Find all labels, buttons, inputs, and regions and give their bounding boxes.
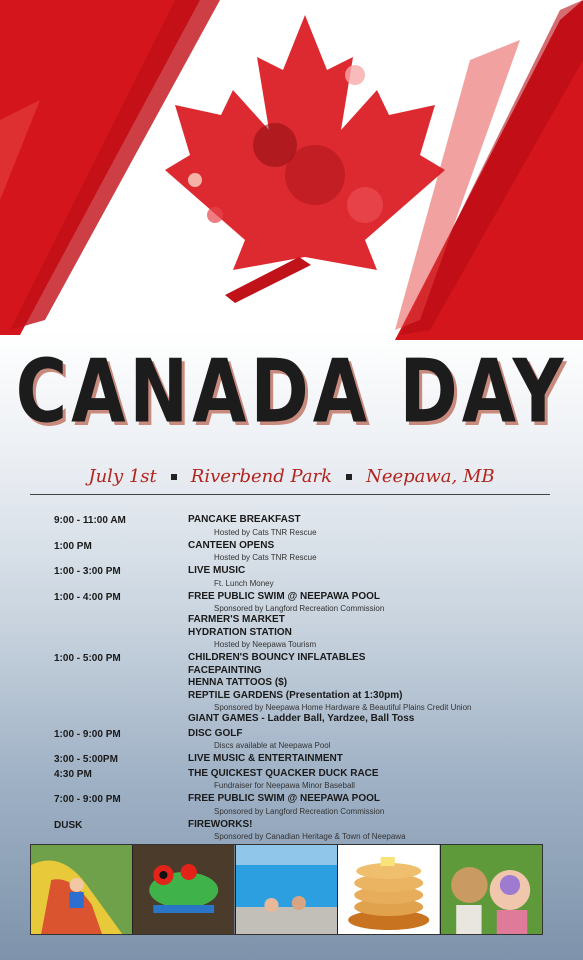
schedule-event: LIVE MUSIC xyxy=(188,565,246,576)
photo-strip xyxy=(30,844,543,935)
schedule-event-note: Hosted by Cats TNR Rescue xyxy=(214,527,317,537)
schedule-time: 1:00 - 9:00 PM xyxy=(54,728,121,740)
schedule-row xyxy=(54,819,554,843)
schedule-event: FIREWORKS! xyxy=(188,818,253,830)
event-subtitle xyxy=(0,466,583,487)
schedule-event: HYDRATION STATION xyxy=(188,626,292,638)
tree-frog-photo xyxy=(133,845,235,934)
schedule-event-note: Sponsored by Canadian Heritage & Town of Neepawa xyxy=(214,832,406,841)
event-town: Neepawa, MB xyxy=(366,466,495,487)
schedule-time: 3:00 - 5:00PM xyxy=(54,754,118,765)
schedule-event: FREE PUBLIC SWIM @ NEEPAWA POOL xyxy=(188,793,380,804)
schedule-row xyxy=(54,793,554,817)
schedule-time: DUSK xyxy=(54,819,83,831)
schedule-event: FREE PUBLIC SWIM @ NEEPAWA POOL xyxy=(188,590,380,602)
divider-rule xyxy=(30,494,550,495)
event-date: July 1st xyxy=(88,466,157,487)
schedule-row xyxy=(54,768,554,792)
schedule-event: FARMER'S MARKET xyxy=(188,614,285,625)
schedule-row xyxy=(54,753,554,766)
schedule-event-note: Ft. Lunch Money xyxy=(214,578,274,588)
schedule-row xyxy=(54,652,554,726)
schedule-event-note: Hosted by Neepawa Tourism xyxy=(214,640,317,649)
event-location: Riverbend Park xyxy=(190,466,333,487)
event-schedule xyxy=(54,514,554,844)
separator-bullet xyxy=(171,474,177,480)
schedule-event: CHILDREN'S BOUNCY INFLATABLES xyxy=(188,652,366,663)
swimming-pool-photo xyxy=(236,845,338,934)
schedule-row xyxy=(54,728,554,752)
schedule-row xyxy=(54,540,554,564)
separator-bullet xyxy=(346,474,352,480)
schedule-event: PANCAKE BREAKFAST xyxy=(188,514,301,525)
poster-title: CANADA DAY xyxy=(15,342,568,443)
schedule-event: LIVE MUSIC & ENTERTAINMENT xyxy=(188,753,343,764)
schedule-event-note: Sponsored by Langford Recreation Commission xyxy=(214,806,385,816)
schedule-time: 1:00 - 3:00 PM xyxy=(54,566,121,577)
schedule-event: DISC GOLF xyxy=(188,727,243,739)
pancakes-photo xyxy=(338,845,440,934)
schedule-row xyxy=(54,514,554,538)
schedule-event-note: Sponsored by Langford Recreation Commission xyxy=(214,604,385,613)
schedule-event-note: Hosted by Cats TNR Rescue xyxy=(214,553,317,562)
schedule-event: FACEPAINTING xyxy=(188,664,262,676)
schedule-event-note: Fundraiser for Neepawa Minor Baseball xyxy=(214,781,355,790)
flag-hero-artwork xyxy=(0,0,583,345)
schedule-time: 1:00 PM xyxy=(54,540,92,552)
schedule-event: GIANT GAMES - Ladder Ball, Yardzee, Ball Toss xyxy=(188,713,415,724)
schedule-row xyxy=(54,591,554,651)
bouncy-slide-photo xyxy=(31,845,133,934)
schedule-event-note: Sponsored by Neepawa Home Hardware & Beautiful Plains Credit Union xyxy=(214,703,472,712)
maple-leaf-icon xyxy=(165,15,445,303)
schedule-time: 7:00 - 9:00 PM xyxy=(54,794,121,805)
schedule-event: CANTEEN OPENS xyxy=(188,539,275,551)
schedule-event: THE QUICKEST QUACKER DUCK RACE xyxy=(188,767,379,779)
schedule-event: HENNA TATTOOS ($) xyxy=(188,677,288,688)
schedule-time: 9:00 - 11:00 AM xyxy=(54,515,126,526)
facepainting-photo xyxy=(441,845,542,934)
schedule-event: REPTILE GARDENS (Presentation at 1:30pm) xyxy=(188,689,403,701)
schedule-row xyxy=(54,565,554,589)
schedule-time: 1:00 - 5:00 PM xyxy=(54,653,121,664)
schedule-event-note: Discs available at Neepawa Pool xyxy=(214,741,331,750)
schedule-time: 1:00 - 4:00 PM xyxy=(54,591,121,603)
schedule-time: 4:30 PM xyxy=(54,768,92,780)
